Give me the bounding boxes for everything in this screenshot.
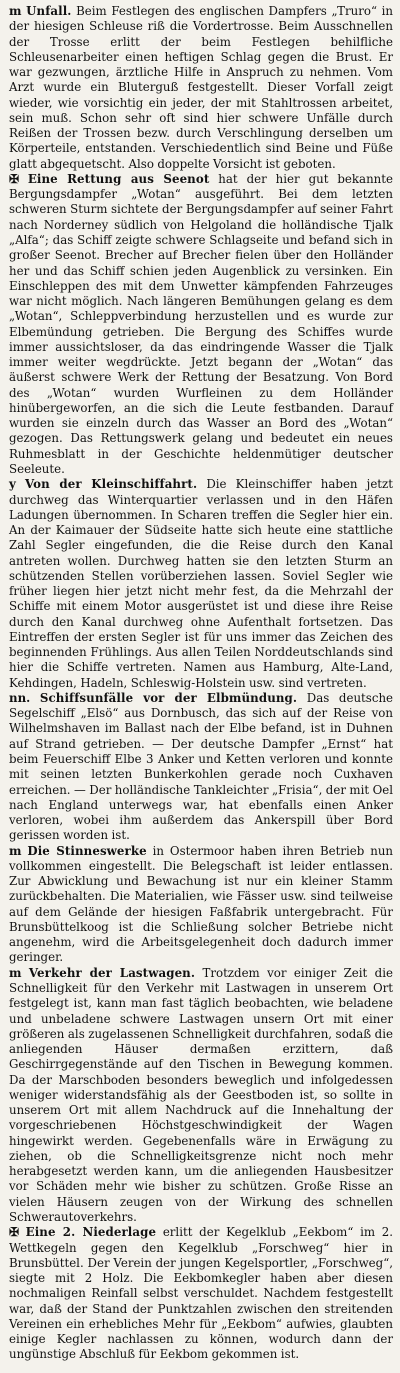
article-headline: Die Stinneswerke <box>27 843 147 858</box>
article-headline: Eine 2. Niederlage <box>25 1225 157 1240</box>
article-lead <box>9 844 393 965</box>
article-lead <box>9 172 393 476</box>
article-lastwagen <box>9 966 393 1226</box>
article-lead <box>9 477 393 689</box>
article-stinneswerke <box>9 844 393 966</box>
article-body: in Ostermoor haben ihren Betrieb nun vollkommen eingestellt. Die Belegschaft ist leider entlassen. Zur Abwicklung und Bewachung ist nur ein kleiner Stamm zurückbehalten. Die Materialien, wie Fässer usw. sind teilweise auf dem Gelände der hiesigen Faßfabrik untergebracht. Für Brunsbüttelkoog ist die Schließung solcher Betriebe nicht angenehm, wird die Arbeitsgelegenheit doch dadurch immer geringer. <box>9 843 394 965</box>
article-headline: Von der Kleinschiffahrt. <box>25 477 198 492</box>
article-body: Trotzdem vor einiger Zeit die Schnelligkeit für den Verkehr mit Lastwagen in unserem Ort festgelegt ist, kann man fast täglich beobachten, wie beladene und unbeladene schwere Lastwagen unsern Ort mit einer größeren als zugelassenen Schnelligkeit durchfahren, sodaß die anliegenden Häuser dermaßen erzittern, daß Geschirrgegenstände auf den Tischen in Bewegung kommen. Da der Marschboden besonders beweglich und infolgedessen weniger widerstandsfähig als der Geestboden ist, so sollte in unserem Ort mit allem Nachdruck auf die Innehaltung der vorgeschriebenen Höchstgeschwindigkeit der Wagen hingewirkt werden. Gegebenenfalls wäre in Erwägung zu ziehen, ob die Schnelligkeitsgrenze nicht noch mehr herabgesetzt werden kann, um die anliegenden Hausbesitzer vor Schäden mehr wie bisher zu schützen. Große Risse an vielen Häusern zeugen von der Wirkung des schnellen Schwerautoverkehrs. <box>9 965 393 1224</box>
article-lead <box>9 4 393 171</box>
article-headline: Eine Rettung aus Seenot <box>27 171 210 186</box>
article-headline: Unfall. <box>26 4 72 18</box>
article-headline: Verkehr der Lastwagen. <box>28 965 196 980</box>
article-body: erlitt der Kegelklub „Eekbom“ im 2. Wettkegeln gegen den Kegelklub „Forschweg“ hier in Brunsbüttel. Der Verein der jungen Kegelsportler, „Forschweg“, siegte mit 2 Holz. Die Eekbomkegler haben aber diesen nochmaligen Reinfall selbst verschuldet. Nachdem festgestellt war, daß der Stand der Punktzahlen zwischen den streitenden Vereinen ein erhebliches Mehr für „Eekbom“ aufwies, glaubten einige Kegler nachlassen zu können, wodurch dann der ungünstige Abschluß für Eekbom gekommen ist. <box>9 1225 394 1362</box>
article-marker: nn. <box>9 690 31 705</box>
article-headline: Schiffsunfälle vor der Elbmündung. <box>39 690 298 705</box>
article-lead <box>9 1225 393 1361</box>
article-niederlage <box>9 1225 393 1362</box>
article-marker: ✠ <box>9 171 19 186</box>
article-marker: m <box>9 965 22 980</box>
article-lead <box>9 966 393 1224</box>
article-marker: m <box>9 843 22 858</box>
article-schiffsunfaelle <box>9 691 393 844</box>
article-body: hat der hier gut bekannte Bergungsdampfer „Wotan“ ausgeführt. Bei dem letzten schweren Sturm sichtete der Bergungsdampfer auf seiner Fahrt nach Norderney südlich von Helgoland die holländische Tjalk „Alfa“; das Schiff zeigte schwere Schlagseite und befand sich in großer Seenot. Brecher auf Brecher fielen über den Holländer her und das Schiff schien jeden Augenblick zu versinken. Ein Einschleppen des mit dem Unwetter kämpfenden Fahrzeuges war nicht möglich. Nach längeren Bemühungen gelang es dem „Wotan“, Schleppverbindung herzustellen und es wurde zur Elbemündung getrieben. Die Bergung des Schiffes wurde immer aussichtsloser, da das eindringende Wasser die Tjalk immer weiter wegdrückte. Jetzt begann der „Wotan“ das äußerst schwere Werk der Rettung der Besatzung. Von Bord des „Wotan“ wurden Wurfleinen zu dem Holländer hinübergeworfen, an die sich die Leute festbanden. Darauf wurden sie einzeln durch das Wasser an Bord des „Wotan“ gezogen. Das Rettungswerk gelang und bedeutet ein neues Ruhmesblatt in der Geschichte heldenmütiger deutscher Seeleute. <box>9 171 394 476</box>
article-rettung-aus-seenot <box>9 172 393 477</box>
article-marker: y <box>9 477 16 492</box>
article-kleinschiffahrt <box>9 477 393 691</box>
article-marker: m <box>9 4 22 18</box>
article-body: Die Kleinschiffer haben jetzt durchweg das Winterquartier verlassen und in den Häfen Ladungen übernommen. In Scharen treffen die Segler hier ein. An der Kaimauer der Südseite hatte sich heute eine stattliche Zahl Segler eingefunden, die die Reise durch den Kanal antreten wollen. Durchweg hatten sie den letzten Sturm an schützenden Stellen vorüberziehen lassen. Soviel Segler wie früher liegen hier jetzt nicht mehr fest, da die Mehrzahl der Schiffe mit einem Motor ausgerüstet ist und diese ihre Reise durch den Kanal durchweg ohne Aufenthalt fortsetzen. Das Eintreffen der ersten Segler ist für uns immer das Zeichen des beginnenden Frühlings. Aus allen Teilen Norddeutschlands sind hier die Schiffe vertreten. Namen aus Hamburg, Alte-Land, Kehdingen, Hadeln, Schleswig-Holstein usw. sind vertreten. <box>9 477 394 690</box>
article-body: Beim Festlegen des englischen Dampfers „Truro“ in der hiesigen Schleuse riß die Vordertrosse. Beim Ausschnellen der Trosse erlitt der beim Festlegen behilfliche Schleusenarbeiter einen heftigen Schlag gegen die Brust. Er war gezwungen, ärztliche Hilfe in Anspruch zu nehmen. Vom Arzt wurde ein Bluterguß festgestellt. Dieser Vorfall zeigt wieder, wie vorsichtig ein jeder, der mit Stahltrossen arbeitet, sein muß. Schon sehr oft sind hier schwere Unfälle durch Reißen der Trossen bezw. durch Verschlingung derselben um Körperteile, entstanden. Verschiedentlich sind Beine und Füße glatt abgequetscht. Also doppelte Vorsicht ist geboten. <box>9 4 394 171</box>
article-unfall <box>9 4 393 172</box>
article-marker: ✠ <box>9 1225 19 1240</box>
article-body: Das deutsche Segelschiff „Elsö“ aus Dornbusch, das sich auf der Reise von Wilhelmshaven im Ballast nach der Elbe befand, ist in Duhnen auf Strand getrieben. — Der deutsche Dampfer „Ernst“ hat beim Feuerschiff Elbe 3 Anker und Ketten verloren und konnte mit seinen letzten Bunkerkohlen gerade noch Cuxhaven erreichen. — Der holländische Tankleichter „Frisia“, der mit Oel nach England unterwegs war, hat ebenfalls einen Anker verloren, wobei ihm außerdem das Ankerspill über Bord gerissen worden ist. <box>9 690 394 843</box>
article-lead <box>9 691 393 842</box>
